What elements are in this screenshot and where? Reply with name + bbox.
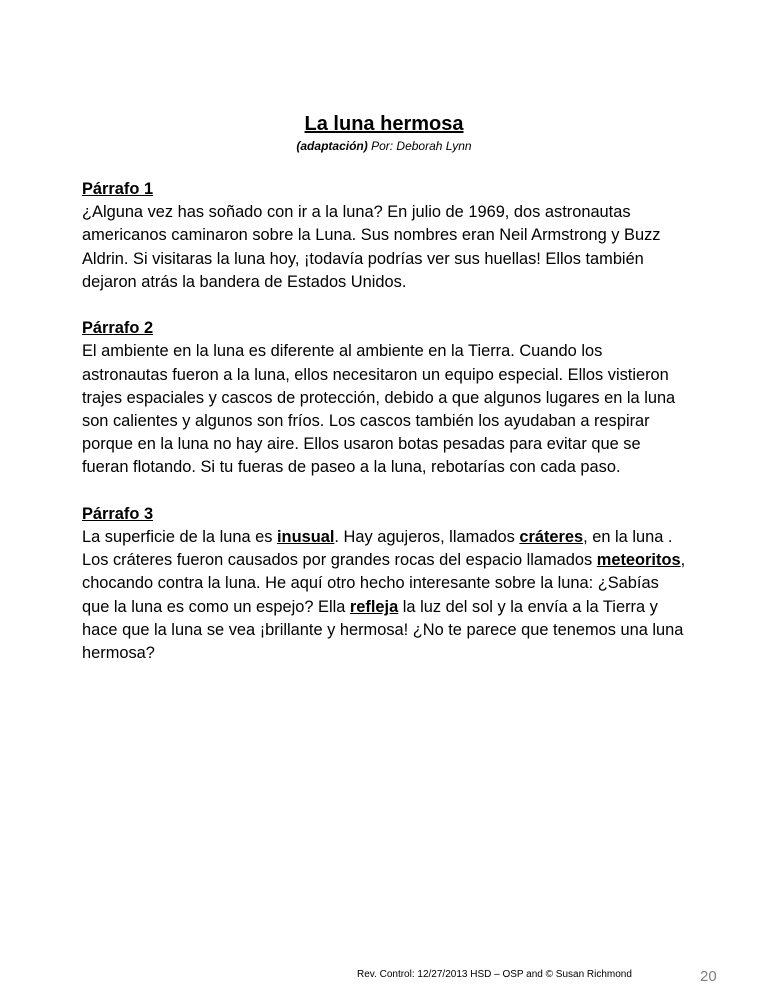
paragraph-3-text-segment: La superficie de la luna es: [82, 528, 277, 547]
paragraph-3-text-segment: , chocando contra la luna. He aquí otro hecho interesante sobre la luna: ¿Sabías que la luna es como un espejo? Ella: [82, 551, 686, 616]
paragraph-2-heading: Párrafo 2: [82, 319, 154, 338]
subtitle-author: Por: Deborah Lynn: [367, 139, 472, 153]
document-subtitle: [0, 138, 768, 154]
paragraph-2-text: El ambiente en la luna es diferente al ambiente en la Tierra. Cuando los astronautas fueron a la luna, ellos necesitaron un equipo especial. Ellos vistieron trajes espaciales y cascos de protección, debido a que algunos lugares en la luna son calientes y algunos son fríos. Los cascos también los ayudaban a respirar porque en la luna no hay aire. Ellos usaron botas pesadas para evitar que se fueran flotando. Si tu fueras de paseo a la luna, rebotarías con cada paso.: [82, 342, 676, 477]
paragraph-3-text-segment: . Hay agujeros, llamados: [334, 528, 520, 547]
page-number: 20: [700, 968, 717, 985]
paragraph-3-text: [82, 526, 688, 665]
vocab-word-inusual: inusual: [277, 528, 335, 547]
footer-revision: Rev. Control: 12/27/2013 HSD – OSP and © Susan Richmond: [357, 969, 632, 980]
vocab-word-crateres: cráteres: [519, 528, 584, 547]
vocab-word-refleja: refleja: [349, 597, 399, 616]
document-body: [82, 178, 688, 688]
paragraph-3-text-segment: , en la luna . Los cráteres fueron causados por grandes rocas del espacio llamados: [82, 528, 673, 570]
paragraph-3-text-segment: la luz del sol y la envía a la Tierra y hace que la luna se vea ¡brillante y hermosa! ¿No te parece que tenemos una luna hermosa?: [82, 597, 684, 663]
vocab-word-meteoritos: meteoritos: [596, 551, 681, 570]
paragraph-3-heading: Párrafo 3: [82, 504, 154, 523]
document-title: La luna hermosa: [304, 113, 464, 135]
paragraph-1-text: ¿Alguna vez has soñado con ir a la luna? En julio de 1969, dos astronautas americanos caminaron sobre la Luna. Sus nombres eran Neil Armstrong y Buzz Aldrin. Si visitaras la luna hoy, ¡todavía podrías ver sus huellas! Ellos también dejaron atrás la bandera de Estados Unidos.: [82, 203, 661, 291]
paragraph-1-heading: Párrafo 1: [82, 180, 154, 198]
subtitle-adaptation-label: (adaptación): [296, 139, 368, 153]
